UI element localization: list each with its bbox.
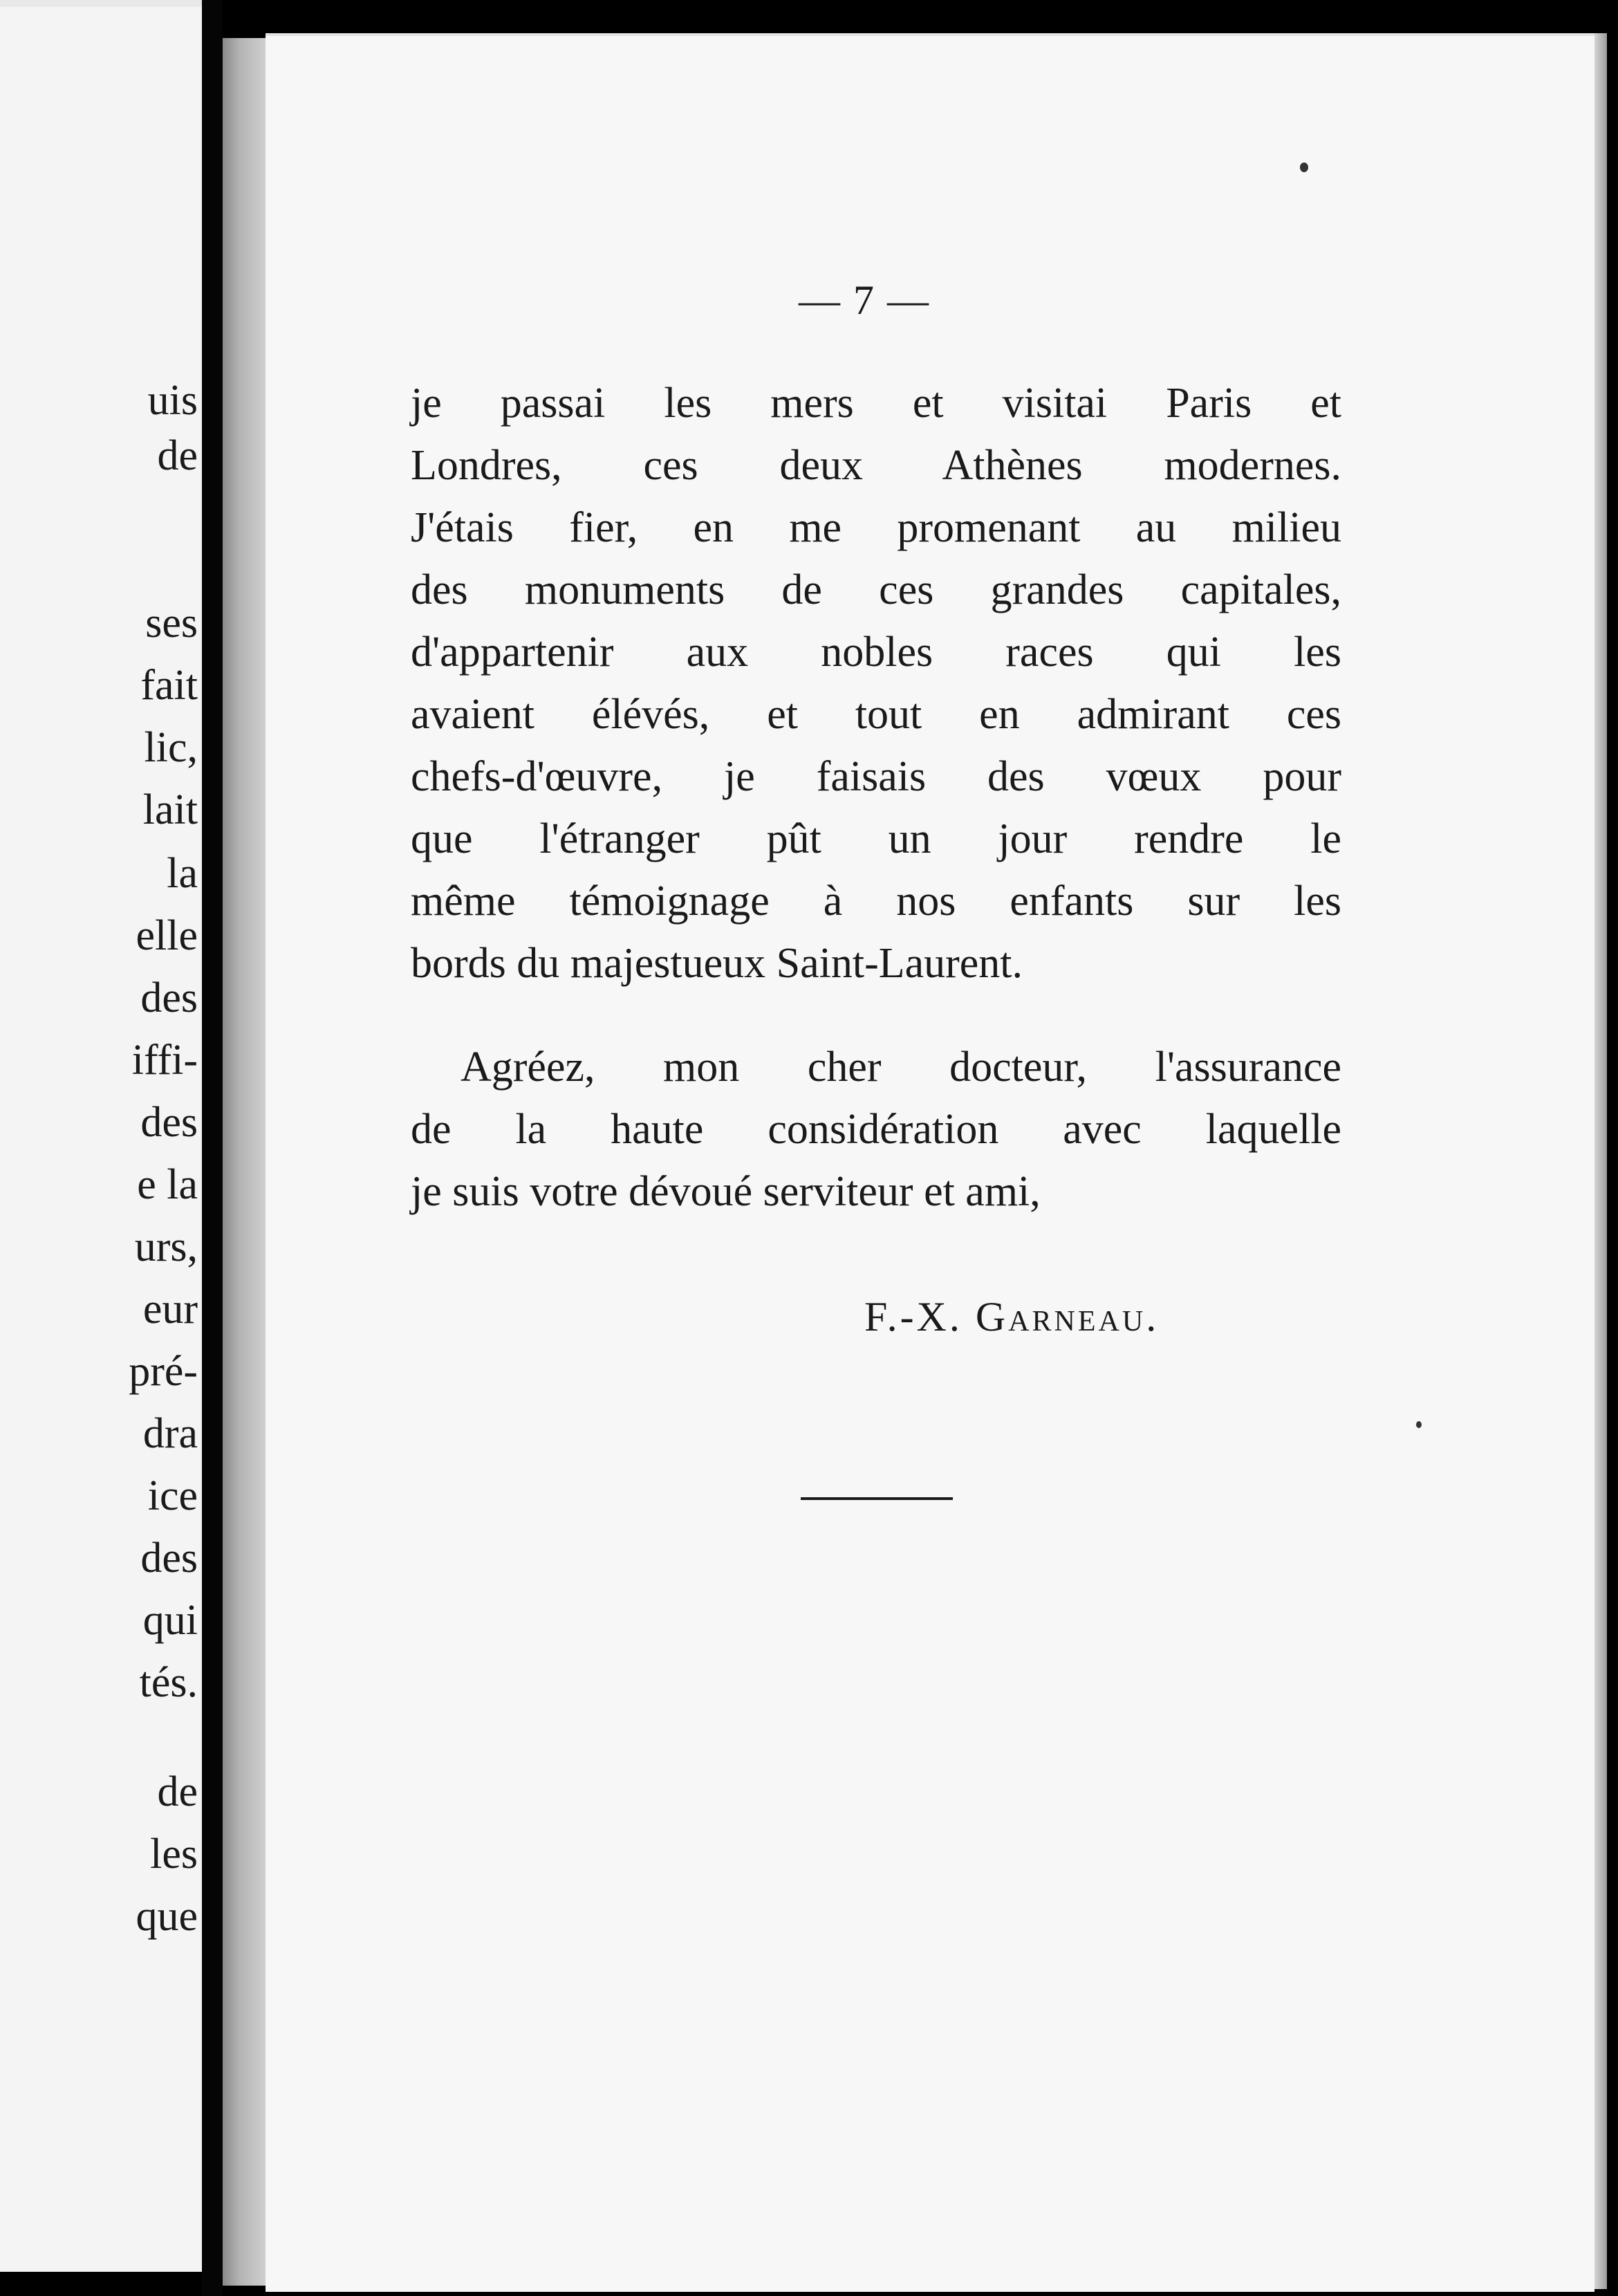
left-page-line: des [140,1099,198,1146]
closing-rule [801,1497,953,1500]
left-page-line: ses [145,600,198,647]
signature: F.-X. Garneau. [864,1294,1160,1340]
left-page-line: de [157,1768,198,1815]
ink-speck [1416,1421,1422,1428]
left-page-line: des [140,974,198,1021]
ink-speck [1300,163,1308,172]
left-page-line: elle [136,912,198,959]
text-line: J'étais fier, en me promenant au milieu [411,504,1341,551]
left-page-line: les [150,1831,198,1878]
text-line: de la haute considération avec laquelle [411,1106,1341,1153]
left-page-line: de [157,432,198,479]
left-page-line: ice [147,1472,198,1519]
left-page-line: eur [142,1286,198,1333]
left-page-line: uis [147,377,198,424]
left-page-line: tés. [139,1659,198,1706]
right-page-edge [1594,33,1607,2289]
left-page-line: e la [137,1161,198,1208]
left-page-line: lic, [144,724,198,771]
text-line: je suis votre dévoué serviteur et ami, [411,1168,1041,1215]
text-line: je passai les mers et visitai Paris et [411,380,1341,427]
page-number: — 7 — [799,277,930,323]
text-line: même témoignage à nos enfants sur les [411,878,1341,925]
text-line: chefs-d'œuvre, je faisais des vœux pour [411,753,1341,800]
text-line: d'appartenir aux nobles races qui les [411,629,1341,676]
left-page-line: urs, [134,1223,198,1270]
left-page-line: iffi- [131,1037,198,1084]
text-line: avaient élévés, et tout en admirant ces [411,691,1341,738]
text-line: des monuments de ces grandes capitales, [411,566,1341,613]
gutter-shadow [223,38,266,2286]
left-page-line: la [167,850,198,897]
left-page-line: dra [142,1410,198,1457]
left-page-line: que [136,1893,198,1940]
right-page [266,33,1594,2292]
left-page-top-edge [0,0,202,7]
text-line: Agréez, mon cher docteur, l'assurance [461,1044,1341,1091]
text-line: bords du majestueux Saint-Laurent. [411,940,1023,987]
left-page-line: lait [142,786,198,833]
text-line: que l'étranger pût un jour rendre le [411,815,1341,862]
text-line: Londres, ces deux Athènes modernes. [411,442,1341,489]
left-page-line: qui [142,1597,198,1644]
left-page-line: fait [140,662,198,709]
book-gutter [202,0,223,2296]
left-page-line: pré- [129,1348,198,1395]
left-facing-page [0,0,202,2272]
left-page-line: des [140,1535,198,1582]
